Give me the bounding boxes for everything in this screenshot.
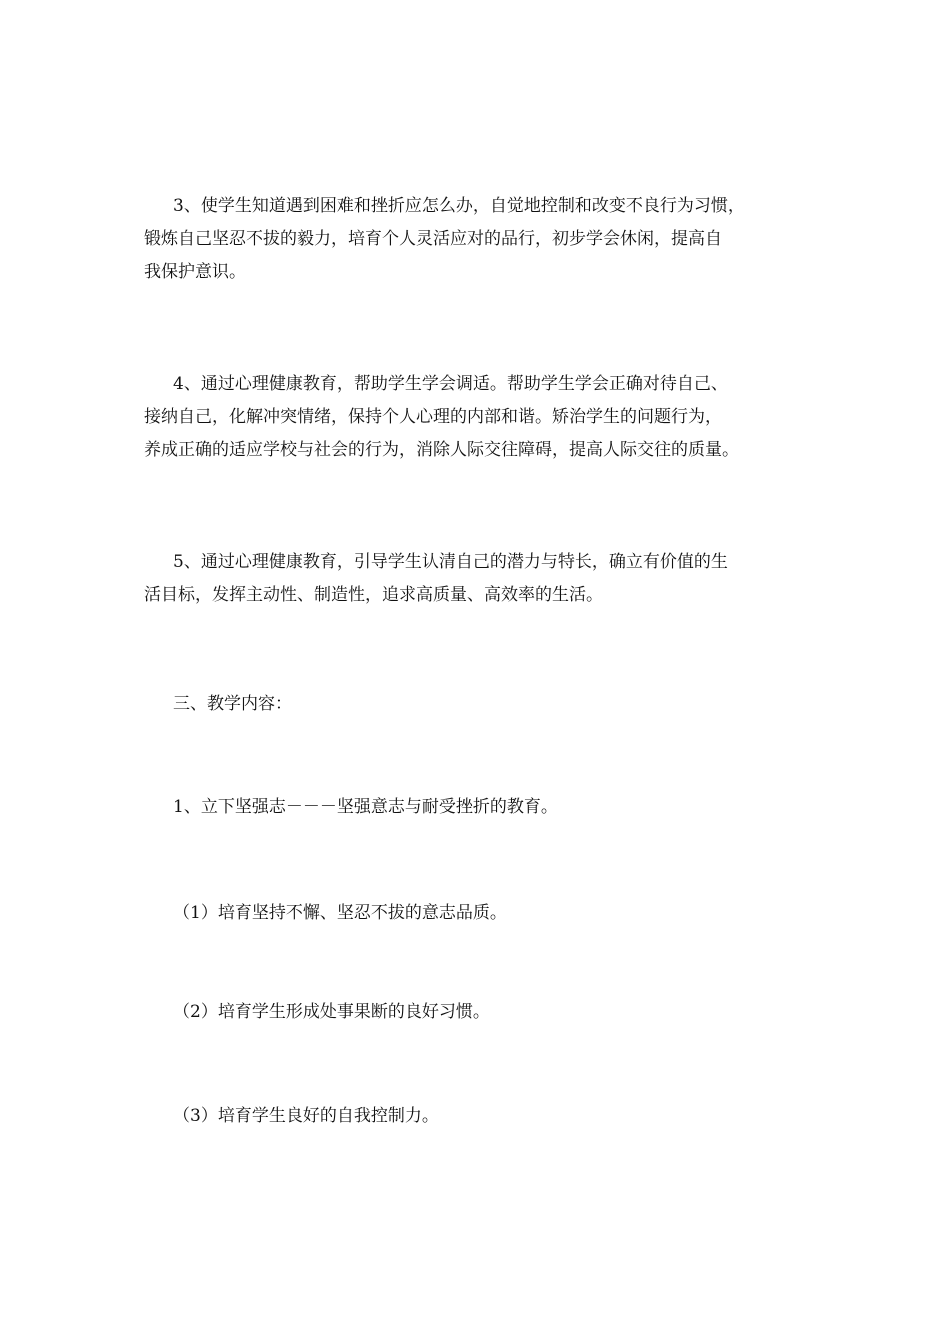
paragraph-line: 接纳自己，化解冲突情绪，保持个人心理的内部和谐。矫治学生的问题行为，	[144, 407, 722, 427]
paragraph-line: 4、通过心理健康教育，帮助学生学会调适。帮助学生学会正确对待自己、	[173, 374, 728, 394]
list-item: 1、立下坚强志－－－坚强意志与耐受挫折的教育。	[173, 797, 558, 817]
paragraph-goal-4	[144, 368, 812, 467]
paragraph-line: 活目标，发挥主动性、制造性，追求高质量、高效率的生活。	[144, 585, 603, 605]
paragraph-goal-5	[144, 546, 812, 612]
paragraph-line: 3、使学生知道遇到困难和挫折应怎么办，自觉地控制和改变不良行为习惯，	[173, 196, 745, 216]
content-item-1	[144, 791, 812, 824]
list-item: （3）培育学生良好的自我控制力。	[173, 1106, 439, 1126]
paragraph-line: 锻炼自己坚忍不拔的毅力，培育个人灵活应对的品行，初步学会休闲，提高自	[144, 229, 722, 249]
list-item: （2）培育学生形成处事果断的良好习惯。	[173, 1002, 490, 1022]
sub-item-1	[144, 897, 812, 930]
paragraph-line: 我保护意识。	[144, 262, 246, 282]
sub-item-2	[144, 996, 812, 1029]
paragraph-goal-3	[144, 190, 812, 289]
paragraph-line: 5、通过心理健康教育，引导学生认清自己的潜力与特长，确立有价值的生	[173, 552, 728, 572]
section-heading-teaching-content	[144, 688, 812, 721]
list-item: （1）培育坚持不懈、坚忍不拔的意志品质。	[173, 903, 507, 923]
sub-item-3	[144, 1100, 812, 1133]
paragraph-line: 养成正确的适应学校与社会的行为，消除人际交往障碍，提高人际交往的质量。	[144, 440, 739, 460]
section-heading: 三、教学内容：	[173, 694, 292, 714]
